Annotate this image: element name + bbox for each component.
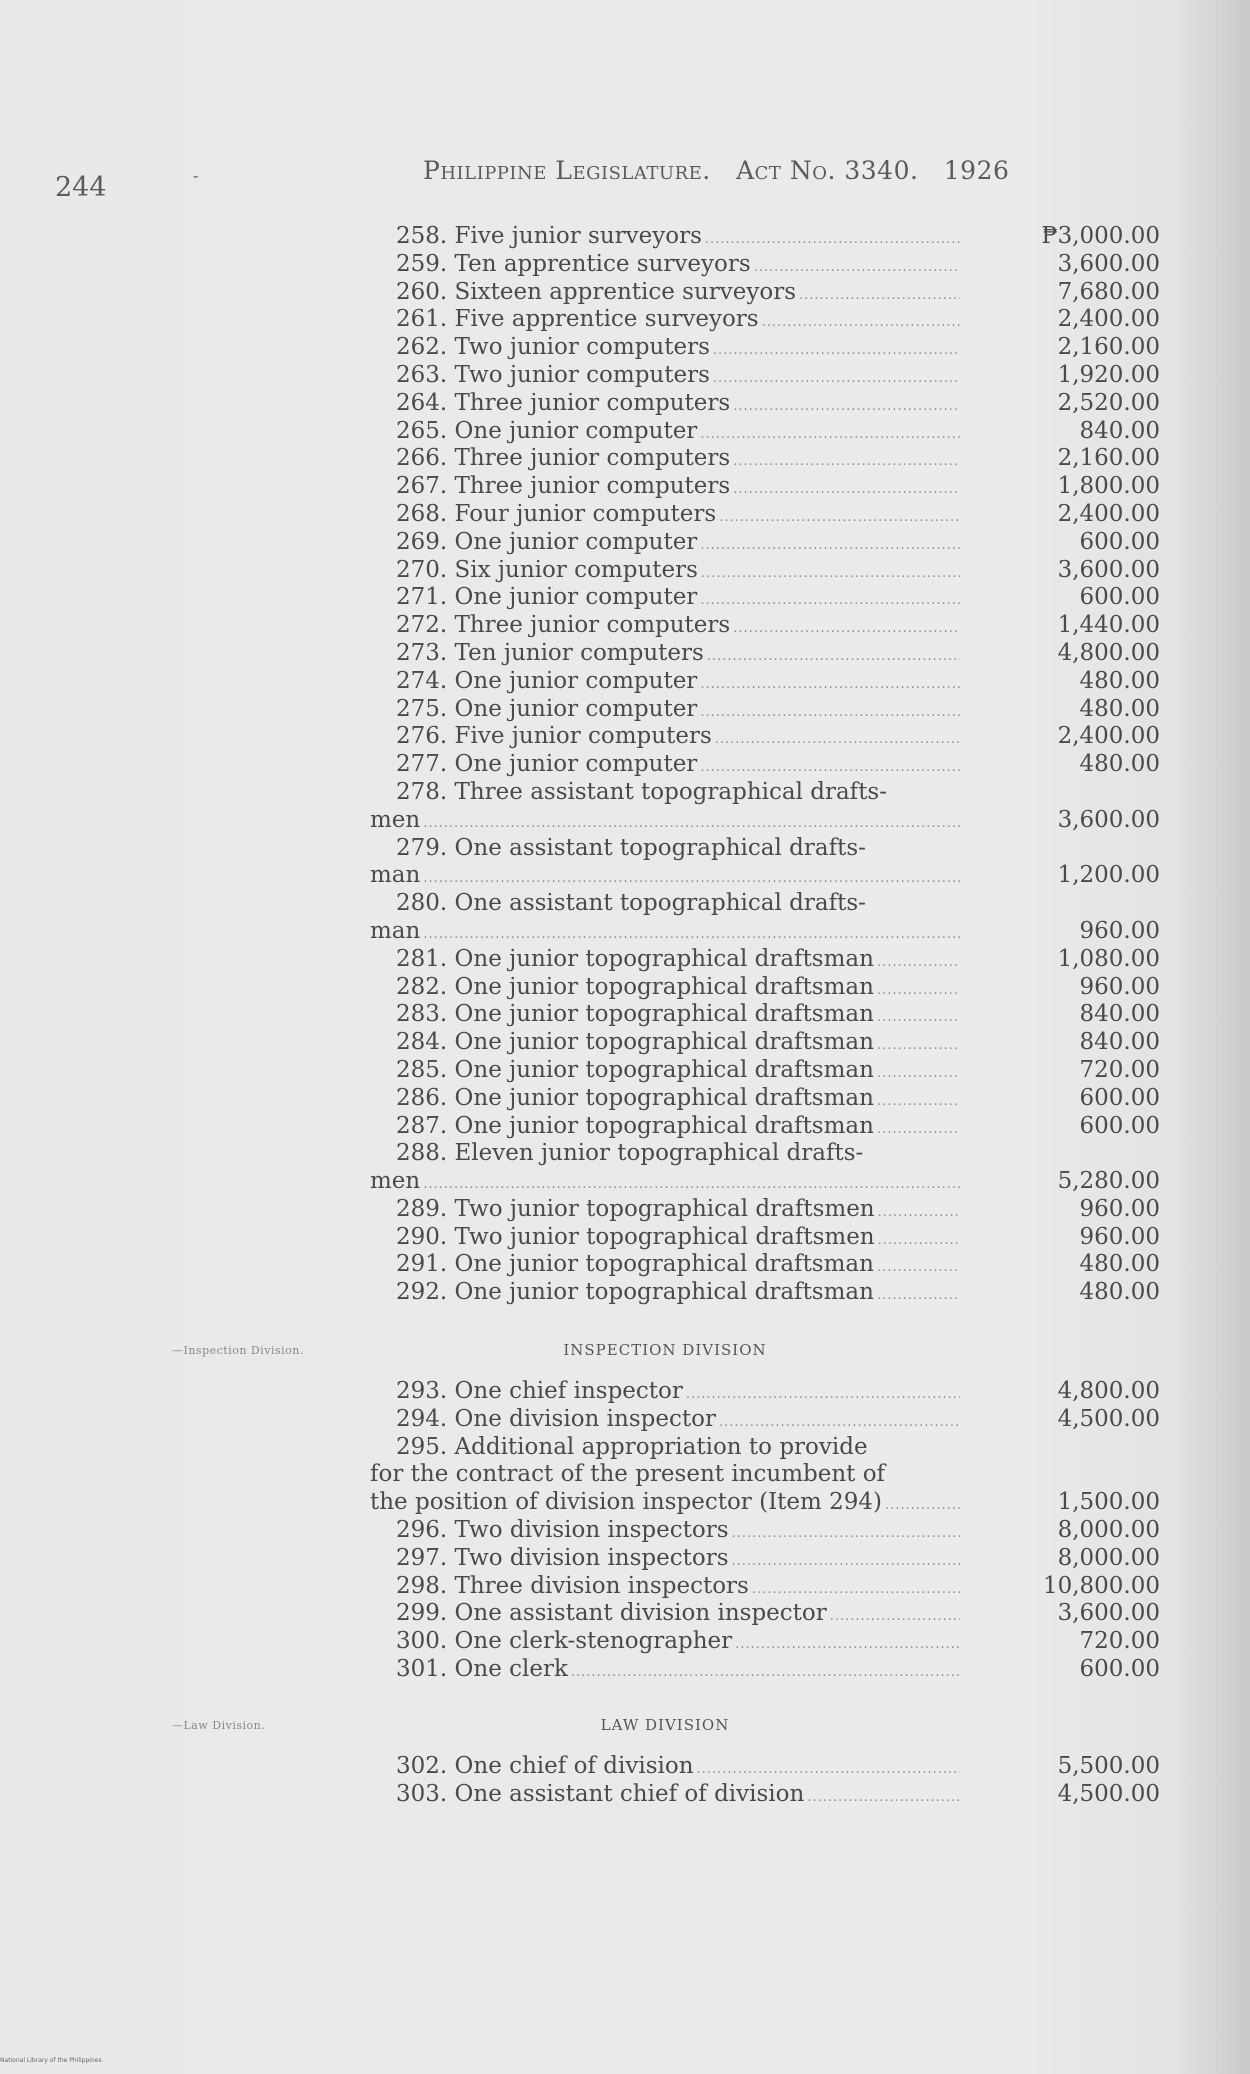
item-label: 299. One assistant division inspector [396,1600,827,1627]
table-row [370,779,1160,807]
table-row [370,1600,1160,1628]
table-row [370,501,1160,529]
item-text [370,279,960,310]
item-label: man [370,917,421,944]
item-text [370,1753,960,1784]
item-text [370,1517,960,1548]
table-row [370,557,1160,585]
table-row [370,890,1160,918]
table-row [370,1279,1160,1307]
item-label: 268. Four junior computers [396,500,717,527]
item-label: 283. One junior topographical draftsman [396,1001,874,1028]
table-row [370,445,1160,473]
item-amount: 480.00 [1079,695,1160,722]
item-label: 293. One chief inspector [396,1378,683,1404]
item-label: 266. Three junior computers [396,445,731,472]
item-label: 300. One clerk-stenographer [396,1628,733,1655]
item-amount: 1,080.00 [1057,945,1160,972]
running-title [423,156,1009,185]
item-amount: 10,800.00 [1042,1572,1160,1599]
item-amount: 8,000.00 [1057,1544,1160,1571]
table-row [370,1168,1160,1196]
item-amount: 3,600.00 [1057,556,1160,583]
item-label: 267. Three junior computers [396,473,731,500]
table-row [370,1573,1160,1601]
table-row [370,696,1160,724]
item-amount: 5,500.00 [1057,1753,1160,1779]
item-amount: 1,500.00 [1057,1489,1160,1516]
item-label: 285. One junior topographical draftsman [396,1056,874,1083]
item-amount: 600.00 [1079,528,1160,555]
table-row [370,1656,1160,1684]
table-row [370,1196,1160,1224]
page-number: 244 [55,172,107,203]
table-row [370,306,1160,334]
item-text [370,779,960,810]
item-text [370,1085,960,1116]
table-row [370,1140,1160,1168]
item-amount: 480.00 [1079,667,1160,694]
item-amount: 4,500.00 [1057,1780,1160,1807]
table-row [370,946,1160,974]
item-amount: 2,520.00 [1057,389,1160,416]
item-label: the position of division inspector (Item 294) [370,1489,882,1516]
item-text [370,835,960,866]
table-row [370,1029,1160,1057]
item-label: 262. Two junior computers [396,334,710,361]
item-amount: 3,600.00 [1057,1600,1160,1627]
item-text [370,1168,960,1199]
table-row [370,1113,1160,1141]
item-label: 260. Sixteen apprentice surveyors [396,278,797,305]
legislature-title: Philippine Legislature. [423,156,711,185]
margin-note-law: —Law Division. [172,1719,266,1732]
item-label: 278. Three assistant topographical drafts- [396,778,888,805]
item-label: 261. Five apprentice surveyors [396,306,759,333]
appropriation-list-law [370,1753,1160,1809]
item-label: 284. One junior topographical draftsman [396,1029,874,1056]
item-label: 281. One junior topographical draftsman [396,945,874,972]
item-amount: 4,800.00 [1057,639,1160,666]
year: 1926 [943,156,1010,185]
table-row [370,862,1160,890]
item-label: 287. One junior topographical draftsman [396,1112,874,1139]
table-row [370,251,1160,279]
item-text [370,1251,960,1282]
item-text [370,223,960,254]
item-label: 298. Three division inspectors [396,1572,749,1599]
appropriation-list-1 [370,223,1160,1307]
item-text [370,584,960,615]
table-row [370,1001,1160,1029]
item-amount: 2,160.00 [1057,445,1160,472]
item-text [370,862,960,893]
item-label: 302. One chief of division [396,1753,694,1779]
item-text [370,1029,960,1060]
table-row [370,723,1160,751]
item-label: 273. Ten junior computers [396,639,704,666]
table-row [370,1224,1160,1252]
item-text [370,640,960,671]
item-amount: 4,800.00 [1057,1378,1160,1404]
item-text [370,557,960,588]
table-row [370,1753,1160,1781]
item-label: 301. One clerk [396,1655,568,1682]
table-row [370,1517,1160,1545]
item-label: 258. Five junior surveyors [396,223,702,249]
item-text [370,668,960,699]
item-amount: 720.00 [1079,1628,1160,1655]
item-text [370,1406,960,1437]
item-text [370,1196,960,1227]
item-label: 295. Additional appropriation to provide [396,1433,868,1460]
margin-note-inspection: —Inspection Division. [172,1344,304,1357]
item-label: 269. One junior computer [396,528,698,555]
item-amount: 1,920.00 [1057,361,1160,388]
table-row [370,418,1160,446]
item-amount: 3,600.00 [1057,806,1160,833]
table-row [370,279,1160,307]
item-text [370,529,960,560]
item-label: 280. One assistant topographical drafts- [396,890,866,917]
table-row [370,223,1160,251]
item-amount: 840.00 [1079,1001,1160,1028]
item-amount: 840.00 [1079,417,1160,444]
section-heading-law: LAW DIVISION [600,1716,730,1734]
item-text [370,807,960,838]
item-text [370,501,960,532]
item-text [370,1545,960,1576]
item-text [370,723,960,754]
item-label: 288. Eleven junior topographical drafts- [396,1140,864,1167]
item-label: 282. One junior topographical draftsman [396,973,874,1000]
item-text [370,251,960,282]
item-text [370,1628,960,1659]
item-text [370,1489,960,1520]
table-row [370,1378,1160,1406]
item-label: 263. Two junior computers [396,361,710,388]
item-label: 270. Six junior computers [396,556,698,583]
item-amount: 7,680.00 [1057,278,1160,305]
table-row [370,751,1160,779]
item-amount: 2,160.00 [1057,334,1160,361]
section-heading-inspection: INSPECTION DIVISION [563,1341,767,1359]
item-label: 292. One junior topographical draftsman [396,1279,874,1306]
table-row [370,1628,1160,1656]
table-row [370,1489,1160,1517]
table-row [370,918,1160,946]
item-amount: 5,280.00 [1057,1168,1160,1195]
item-text [370,1600,960,1631]
item-text [370,751,960,782]
table-row [370,1545,1160,1573]
table-row [370,529,1160,557]
item-amount: 2,400.00 [1057,500,1160,527]
item-label: 272. Three junior computers [396,612,731,639]
item-text [370,418,960,449]
item-amount: 600.00 [1079,1084,1160,1111]
table-row [370,668,1160,696]
table-row [370,974,1160,1002]
item-text [370,974,960,1005]
item-label: men [370,1168,421,1195]
item-text [370,1140,960,1171]
item-text [370,306,960,337]
item-label: 297. Two division inspectors [396,1544,729,1571]
item-amount: ₱3,000.00 [1041,223,1160,249]
table-row [370,1461,1160,1489]
table-row [370,473,1160,501]
item-amount: 960.00 [1079,917,1160,944]
item-text [370,946,960,977]
item-text [370,1279,960,1310]
item-amount: 480.00 [1079,1251,1160,1278]
table-row [370,1781,1160,1809]
item-text [370,1461,960,1492]
item-label: 275. One junior computer [396,695,698,722]
page-header [55,156,1095,203]
item-amount: 480.00 [1079,1279,1160,1306]
item-label: 286. One junior topographical draftsman [396,1084,874,1111]
item-text [370,1656,960,1687]
item-label: 279. One assistant topographical drafts- [396,834,866,861]
item-text [370,362,960,393]
item-text [370,918,960,949]
table-row [370,835,1160,863]
item-text [370,1434,960,1465]
item-label: men [370,806,421,833]
table-row [370,390,1160,418]
item-amount: 1,440.00 [1057,612,1160,639]
item-label: 303. One assistant chief of division [396,1780,805,1807]
item-label: 259. Ten apprentice surveyors [396,250,751,277]
act-number: Act No. 3340. [736,156,919,185]
item-amount: 2,400.00 [1057,306,1160,333]
item-label: 264. Three junior computers [396,389,731,416]
table-row [370,1406,1160,1434]
item-amount: 3,600.00 [1057,250,1160,277]
item-text [370,334,960,365]
item-amount: 8,000.00 [1057,1516,1160,1543]
item-amount: 480.00 [1079,751,1160,778]
item-label: 277. One junior computer [396,751,698,778]
item-label: 290. Two junior topographical draftsmen [396,1223,875,1250]
item-text [370,445,960,476]
item-label: 289. Two junior topographical draftsmen [396,1195,875,1222]
table-row [370,584,1160,612]
table-row [370,362,1160,390]
header-dash: - [193,166,199,185]
item-text [370,390,960,421]
item-amount: 960.00 [1079,1223,1160,1250]
item-amount: 960.00 [1079,973,1160,1000]
table-row [370,807,1160,835]
item-amount: 600.00 [1079,1112,1160,1139]
item-text [370,473,960,504]
item-text [370,696,960,727]
item-amount: 1,800.00 [1057,473,1160,500]
item-label: 291. One junior topographical draftsman [396,1251,874,1278]
item-amount: 2,400.00 [1057,723,1160,750]
appropriation-list-inspection [370,1378,1160,1684]
item-label: 274. One junior computer [396,667,698,694]
item-label: 294. One division inspector [396,1405,716,1432]
item-text [370,1224,960,1255]
item-label: for the contract of the present incumbent of [370,1461,886,1488]
table-row [370,1251,1160,1279]
item-text [370,1001,960,1032]
item-text [370,1573,960,1604]
table-row [370,334,1160,362]
item-text [370,890,960,921]
item-label: 276. Five junior computers [396,723,712,750]
item-amount: 4,500.00 [1057,1405,1160,1432]
item-amount: 960.00 [1079,1195,1160,1222]
footer-credit: National Library of the Philippines [0,2057,102,2064]
item-text [370,1378,960,1409]
item-amount: 720.00 [1079,1056,1160,1083]
table-row [370,612,1160,640]
item-label: 296. Two division inspectors [396,1516,729,1543]
item-amount: 840.00 [1079,1029,1160,1056]
table-row [370,1434,1160,1462]
item-text [370,612,960,643]
item-text [370,1781,960,1812]
item-label: 265. One junior computer [396,417,698,444]
item-label: man [370,862,421,889]
item-amount: 600.00 [1079,1655,1160,1682]
table-row [370,640,1160,668]
item-amount: 600.00 [1079,584,1160,611]
item-text [370,1057,960,1088]
table-row [370,1085,1160,1113]
table-row [370,1057,1160,1085]
item-amount: 1,200.00 [1057,862,1160,889]
item-label: 271. One junior computer [396,584,698,611]
item-text [370,1113,960,1144]
